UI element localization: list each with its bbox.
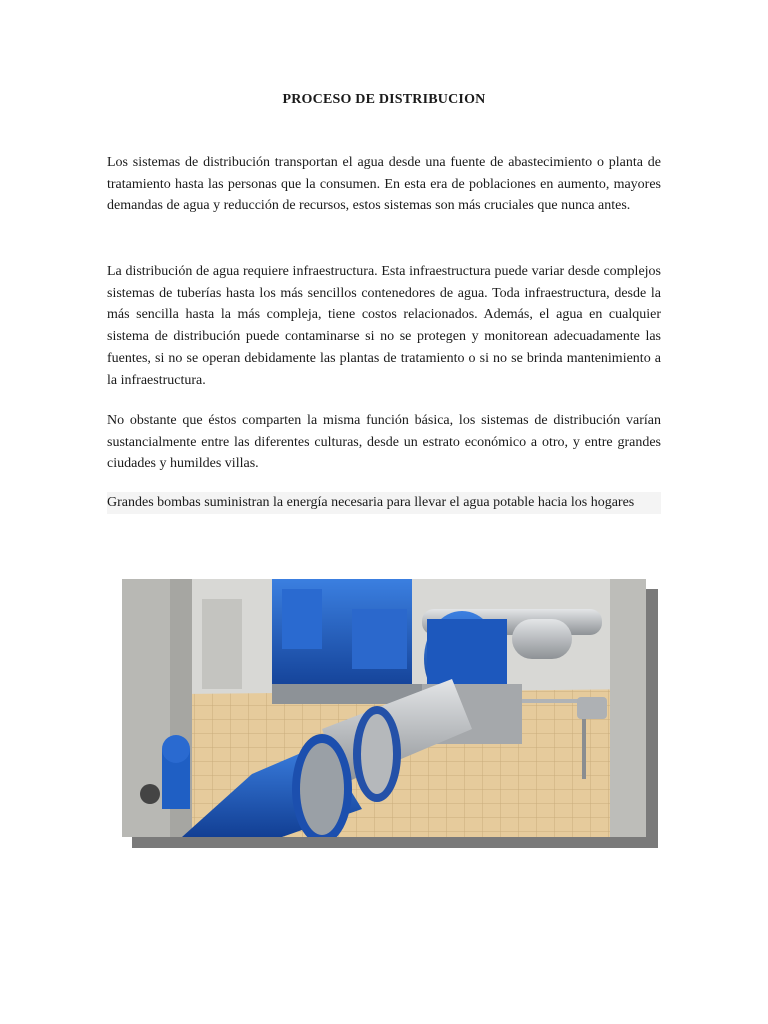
pump-station-photo (122, 579, 646, 837)
page-title: PROCESO DE DISTRIBUCION (282, 92, 486, 107)
paragraph-1: Los sistemas de distribución transportan el agua desde una fuente de abastecimiento o planta de tratamiento hasta las personas que la consumen. En esta era de poblaciones en aumento, mayores demandas de agua y reducción de recursos, estos sistemas son más cruciales que nunca antes. (107, 155, 661, 214)
paragraph-2: La distribución de agua requiere infraestructura. Esta infraestructura puede variar desde complejos sistemas de tuberías hasta los más sencillos contenedores de agua. Toda infraestructura, desde la más sencilla hasta la más compleja, tiene costos relacionados. Además, el agua en cualquier sistema de distribución puede contaminarse si no se protegen y monitorean adecuadamente las fuentes, si no se operan debidamente las plantas de tratamiento o si no se brinda mantenimiento a la infraestructura. (107, 264, 661, 388)
pump-station-figure (122, 579, 658, 849)
paragraph-4-caption: Grandes bombas suministran la energía necesaria para llevar el agua potable hacia los hogares (107, 492, 661, 514)
paragraph-3: No obstante que éstos comparten la misma función básica, los sistemas de distribución varían sustancialmente entre las diferentes culturas, desde un estrato económico a otro, y entre grandes ciudades y humildes villas. (107, 413, 661, 472)
